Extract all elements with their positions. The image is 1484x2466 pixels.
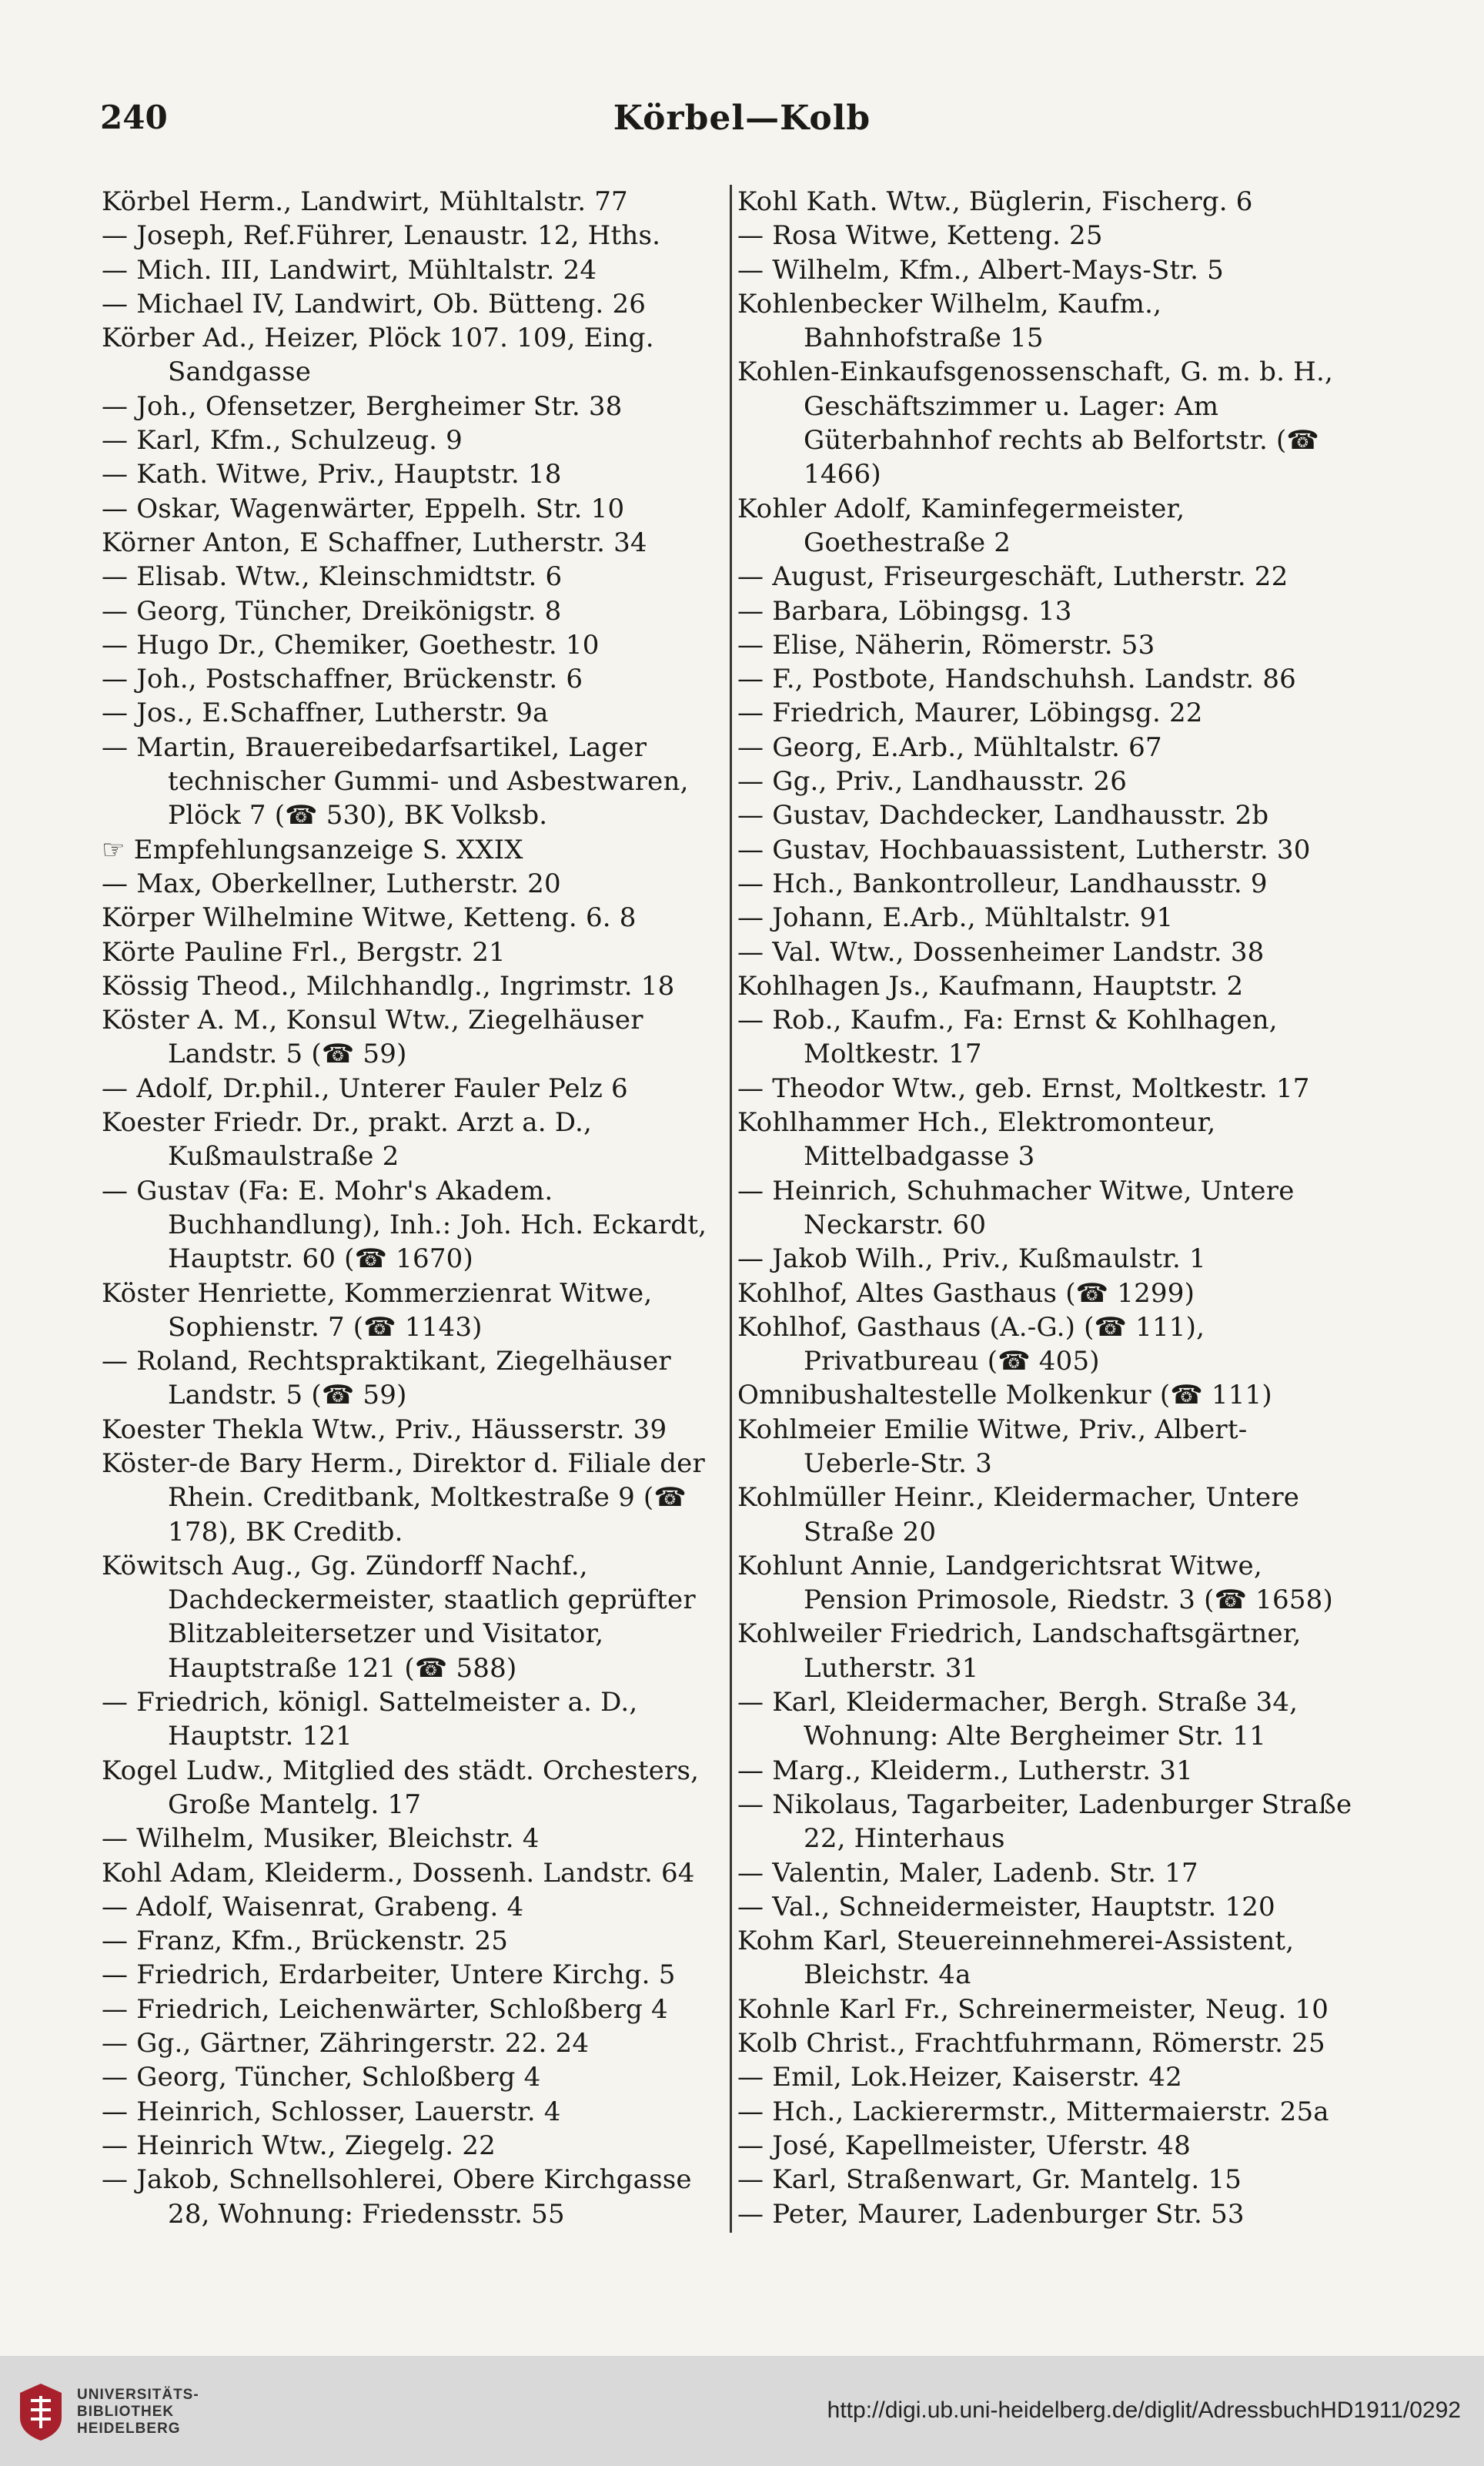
directory-entry: — Jos., E.Schaffner, Lutherstr. 9a (102, 698, 549, 729)
directory-entry: Köster Henriette, Kommerzienrat Witwe, Sophienstr. 7 (☎ 1143) (102, 1277, 653, 1343)
directory-entry: Kohl Adam, Kleiderm., Dossenh. Landstr. 64 (102, 1857, 695, 1889)
directory-entry: — Emil, Lok.Heizer, Kaiserstr. 42 (737, 2062, 1182, 2093)
directory-entry: — Heinrich, Schuhmacher Witwe, Untere Neckarstr. 60 (737, 1175, 1295, 1240)
directory-entry: — Elisab. Wtw., Kleinschmidtstr. 6 (102, 561, 563, 593)
directory-entry: — Martin, Brauereibedarfsartikel, Lager technischer Gummi- und Asbestwaren, Plöck 7 (☎ 530), BK Volksb. (102, 731, 689, 831)
directory-entry: — Karl, Straßenwart, Gr. Mantelg. 15 (737, 2164, 1242, 2196)
library-name-line: HEIDELBERG (77, 2421, 181, 2437)
directory-entry: Körper Wilhelmine Witwe, Ketteng. 6. 8 (102, 902, 637, 934)
directory-entry: Kohlunt Annie, Landgerichtsrat Witwe, Pension Primosole, Riedstr. 3 (☎ 1658) (737, 1550, 1333, 1616)
library-name-line: UNIVERSITÄTS- (77, 2387, 199, 2403)
directory-entry: — Hch., Bankontrolleur, Landhausstr. 9 (737, 868, 1268, 899)
right-column (737, 185, 1358, 2256)
directory-entry: Kohlweiler Friedrich, Landschaftsgärtner, Lutherstr. 31 (737, 1618, 1302, 1684)
directory-entry: Kössig Theod., Milchhandlg., Ingrimstr. 18 (102, 970, 675, 1002)
directory-entry: — Joh., Postschaffner, Brückenstr. 6 (102, 664, 583, 695)
directory-entry: Kohlenbecker Wilhelm, Kaufm., Bahnhofstraße 15 (737, 288, 1162, 354)
directory-entry: — Georg, Tüncher, Dreikönigstr. 8 (102, 595, 562, 627)
directory-entry: — Franz, Kfm., Brückenstr. 25 (102, 1926, 509, 1957)
directory-entry: Kohlhagen Js., Kaufmann, Hauptstr. 2 (737, 970, 1244, 1002)
directory-entry: Kohler Adolf, Kaminfegermeister, Goethestraße 2 (737, 493, 1185, 558)
directory-entry: — Gustav, Hochbauassistent, Lutherstr. 30 (737, 834, 1311, 865)
directory-entry: Koester Thekla Wtw., Priv., Häusserstr. 39 (102, 1414, 667, 1445)
directory-entry: — Jakob, Schnellsohlerei, Obere Kirchgasse 28, Wohnung: Friedensstr. 55 (102, 2164, 692, 2230)
directory-entry: — Max, Oberkellner, Lutherstr. 20 (102, 868, 561, 899)
directory-entry: Kogel Ludw., Mitglied des städt. Orchesters, Große Mantelg. 17 (102, 1755, 700, 1820)
directory-entry: — Barbara, Löbingsg. 13 (737, 595, 1072, 627)
directory-entry: Köwitsch Aug., Gg. Zündorff Nachf., Dachdeckermeister, staatlich geprüfter Blitzableitersetzer und Visitator, Hauptstraße 121 (☎ 588) (102, 1550, 696, 1684)
directory-entry: — Gg., Gärtner, Zähringerstr. 22. 24 (102, 2028, 590, 2059)
page-number: 240 (100, 99, 168, 136)
directory-entry: — Hugo Dr., Chemiker, Goethestr. 10 (102, 629, 600, 661)
library-name-line: BIBLIOTHEK (77, 2404, 175, 2420)
directory-entry: — Karl, Kleidermacher, Bergh. Straße 34, Wohnung: Alte Bergheimer Str. 11 (737, 1687, 1298, 1752)
directory-entry: — Theodor Wtw., geb. Ernst, Moltkestr. 17 (737, 1072, 1310, 1104)
running-head: Körbel—Kolb (613, 99, 871, 138)
university-seal-icon (17, 2382, 65, 2442)
directory-entry: Omnibushaltestelle Molkenkur (☎ 111) (737, 1380, 1272, 1411)
directory-entry: Körner Anton, E Schaffner, Lutherstr. 34 (102, 527, 647, 558)
directory-entry: Kohlhof, Altes Gasthaus (☎ 1299) (737, 1277, 1195, 1309)
left-column (102, 185, 722, 2256)
source-url-link[interactable]: http://digi.ub.uni-heidelberg.de/diglit/AdressbuchHD1911/0292 (827, 2397, 1461, 2423)
directory-entry: — Adolf, Dr.phil., Unterer Fauler Pelz 6 (102, 1072, 628, 1104)
directory-entry: — Jakob Wilh., Priv., Kußmaulstr. 1 (737, 1243, 1206, 1275)
directory-entry: — Kath. Witwe, Priv., Hauptstr. 18 (102, 459, 562, 490)
footer-bar (0, 2356, 1484, 2466)
directory-entry: Kohlhammer Hch., Elektromonteur, Mittelbadgasse 3 (737, 1107, 1216, 1173)
directory-entry: — Heinrich Wtw., Ziegelg. 22 (102, 2130, 496, 2161)
directory-entry: — Gg., Priv., Landhausstr. 26 (737, 766, 1128, 798)
directory-entry: — Marg., Kleiderm., Lutherstr. 31 (737, 1755, 1193, 1786)
directory-entry: Kohm Karl, Steuereinnehmerei-Assistent, Bleichstr. 4a (737, 1926, 1295, 1991)
directory-entry: — Gustav (Fa: E. Mohr's Akadem. Buchhandlung), Inh.: Joh. Hch. Eckardt, Hauptstr. 60 (☎ 1670) (102, 1175, 707, 1275)
directory-entry: Kohl Kath. Wtw., Büglerin, Fischerg. 6 (737, 186, 1253, 217)
directory-entry: — Friedrich, Maurer, Löbingsg. 22 (737, 698, 1203, 729)
directory-entry: Kohnle Karl Fr., Schreinermeister, Neug. 10 (737, 1993, 1329, 2025)
directory-entry: — Mich. III, Landwirt, Mühltalstr. 24 (102, 254, 597, 286)
directory-entry: — Wilhelm, Kfm., Albert-Mays-Str. 5 (737, 254, 1224, 286)
directory-entry: — Oskar, Wagenwärter, Eppelh. Str. 10 (102, 493, 625, 524)
directory-entry: — Karl, Kfm., Schulzeug. 9 (102, 425, 463, 457)
directory-entry: — Friedrich, Leichenwärter, Schloßberg 4 (102, 1993, 668, 2025)
directory-entry: Kohlhof, Gasthaus (A.-G.) (☎ 111), Privatbureau (☎ 405) (737, 1311, 1205, 1377)
directory-entry: Kolb Christ., Frachtfuhrmann, Römerstr. 25 (737, 2028, 1325, 2059)
directory-entry: — Nikolaus, Tagarbeiter, Ladenburger Straße 22, Hinterhaus (737, 1788, 1352, 1855)
directory-entry: — Val. Wtw., Dossenheimer Landstr. 38 (737, 936, 1265, 968)
directory-columns (102, 185, 1382, 2256)
directory-entry: — Valentin, Maler, Ladenb. Str. 17 (737, 1857, 1198, 1889)
directory-entry: — José, Kapellmeister, Uferstr. 48 (737, 2130, 1191, 2161)
directory-entry: — Friedrich, königl. Sattelmeister a. D., Hauptstr. 121 (102, 1687, 638, 1752)
directory-entry: Körber Ad., Heizer, Plöck 107. 109, Eing. Sandgasse (102, 323, 654, 388)
directory-entry: ☞ Empfehlungsanzeige S. XXIX (102, 834, 523, 865)
directory-entry: — Heinrich, Schlosser, Lauerstr. 4 (102, 2096, 561, 2127)
directory-entry: — Friedrich, Erdarbeiter, Untere Kirchg. 5 (102, 1959, 676, 1991)
directory-entry: — Joseph, Ref.Führer, Lenaustr. 12, Hths. (102, 220, 661, 252)
directory-entry: — Michael IV, Landwirt, Ob. Bütteng. 26 (102, 288, 647, 320)
directory-entry: — Georg, E.Arb., Mühltalstr. 67 (737, 731, 1162, 763)
directory-entry: — Wilhelm, Musiker, Bleichstr. 4 (102, 1823, 540, 1855)
column-divider (730, 185, 732, 2233)
directory-entry: — Val., Schneidermeister, Hauptstr. 120 (737, 1891, 1275, 1922)
library-name (77, 2387, 199, 2438)
directory-entry: — Rosa Witwe, Ketteng. 25 (737, 220, 1103, 252)
directory-entry: — Adolf, Waisenrat, Grabeng. 4 (102, 1891, 524, 1922)
directory-entry: — Roland, Rechtspraktikant, Ziegelhäuser Landstr. 5 (☎ 59) (102, 1346, 671, 1411)
directory-entry: Köster A. M., Konsul Wtw., Ziegelhäuser Landstr. 5 (☎ 59) (102, 1005, 643, 1070)
directory-entry: Körte Pauline Frl., Bergstr. 21 (102, 936, 506, 968)
directory-entry: — Elise, Näherin, Römerstr. 53 (737, 629, 1155, 661)
directory-entry: — Joh., Ofensetzer, Bergheimer Str. 38 (102, 390, 623, 422)
directory-entry: Körbel Herm., Landwirt, Mühltalstr. 77 (102, 186, 628, 217)
directory-entry: — August, Friseurgeschäft, Lutherstr. 22 (737, 561, 1288, 593)
directory-entry: Kohlmüller Heinr., Kleidermacher, Untere Straße 20 (737, 1482, 1300, 1548)
directory-entry: — Gustav, Dachdecker, Landhausstr. 2b (737, 800, 1269, 831)
directory-entry: — Hch., Lackierermstr., Mittermaierstr. 25a (737, 2096, 1329, 2127)
directory-entry: Koester Friedr. Dr., prakt. Arzt a. D., Kußmaulstraße 2 (102, 1107, 593, 1173)
directory-entry: — Rob., Kaufm., Fa: Ernst & Kohlhagen, Moltkestr. 17 (737, 1005, 1278, 1070)
directory-entry: — F., Postbote, Handschuhsh. Landstr. 86 (737, 664, 1296, 695)
directory-entry: Kohlen-Einkaufsgenossenschaft, G. m. b. H., Geschäftszimmer u. Lager: Am Güterbahnhof rechts ab Belfortstr. (☎ 1466) (737, 356, 1333, 490)
directory-entry: — Peter, Maurer, Ladenburger Str. 53 (737, 2198, 1245, 2230)
page-header (100, 99, 1384, 145)
directory-entry: — Georg, Tüncher, Schloßberg 4 (102, 2062, 541, 2093)
directory-entry: — Johann, E.Arb., Mühltalstr. 91 (737, 902, 1174, 934)
directory-entry: Köster-de Bary Herm., Direktor d. Filiale der Rhein. Creditbank, Moltkestraße 9 (☎ 178), BK Creditb. (102, 1447, 705, 1548)
directory-entry: Kohlmeier Emilie Witwe, Priv., Albert-Ueberle-Str. 3 (737, 1414, 1248, 1479)
